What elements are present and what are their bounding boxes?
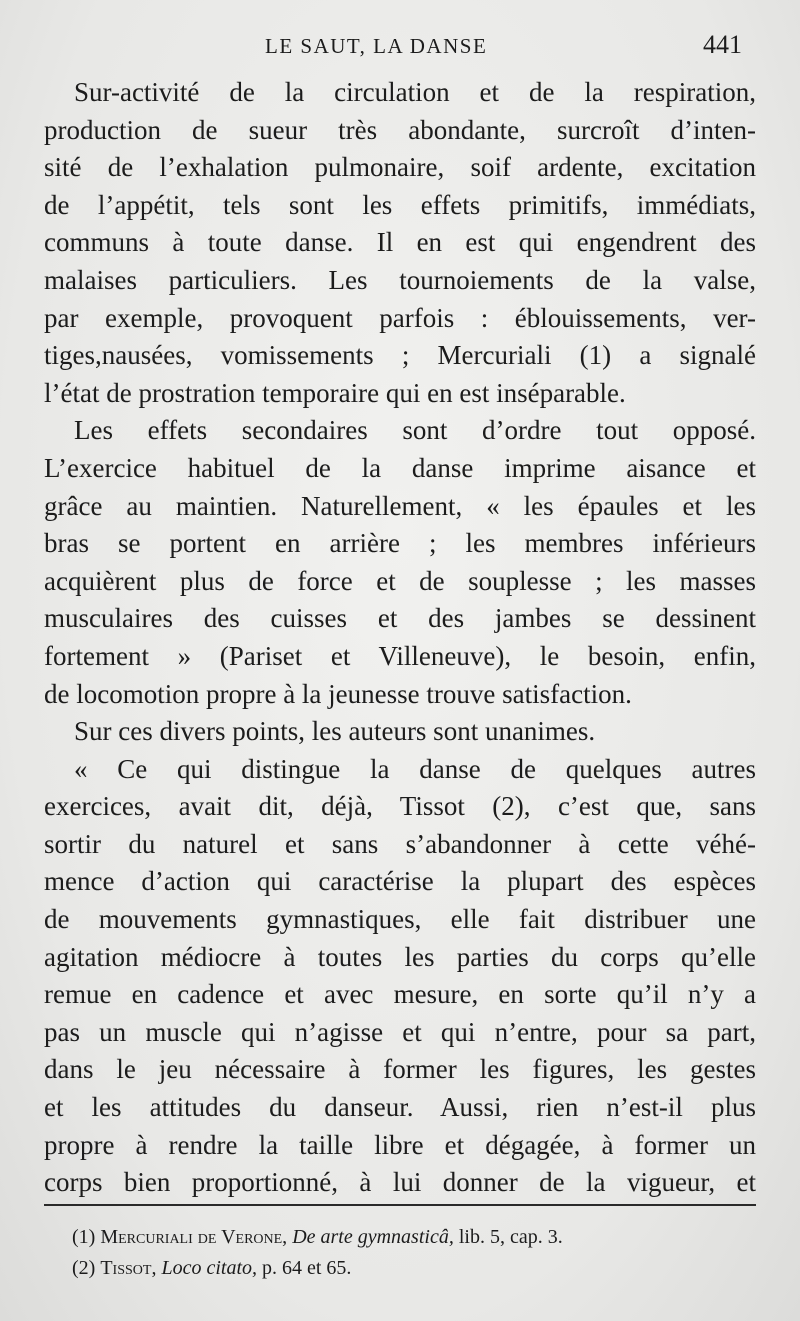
text-line: exercices, avait dit, déjà, Tissot (2), c’est que, sans <box>44 791 756 822</box>
footnote-reference: lib. 5, cap. 3. <box>458 1226 563 1248</box>
footnotes <box>72 1222 762 1284</box>
text-line: de mouvements gymnastiques, elle fait distribuer une <box>44 904 756 935</box>
text-line: par exemple, provoquent parfois : éblouissements, ver- <box>44 302 756 333</box>
footnote-work: De arte gymnasticâ, <box>292 1226 454 1248</box>
text-line: malaises particuliers. Les tournoiements de la valse, <box>44 264 756 295</box>
text-line: musculaires des cuisses et des jambes se dessinent <box>44 603 756 634</box>
text-line: tiges,nausées, vomissements ; Mercuriali (1) a signalé <box>44 340 756 371</box>
text-line: de locomotion propre à la jeunesse trouve satisfaction. <box>44 678 632 709</box>
footnote <box>72 1222 762 1253</box>
text-line: sité de l’exhalation pulmonaire, soif ardente, excitation <box>44 152 756 183</box>
text-line: l’état de prostration temporaire qui en est inséparable. <box>44 377 626 408</box>
text-line: bras se portent en arrière ; les membres inférieurs <box>44 528 756 559</box>
footnote-rule <box>44 1204 756 1206</box>
footnote-author: Tissot, <box>100 1257 157 1279</box>
text-line: propre à rendre la taille libre et dégagée, à former un <box>44 1129 756 1160</box>
text-line: et les attitudes du danseur. Aussi, rien n’est-il plus <box>44 1092 756 1123</box>
text-line: communs à toute danse. Il en est qui engendrent des <box>44 227 756 258</box>
footnote-reference: p. 64 et 65. <box>262 1257 352 1279</box>
text-line: L’exercice habituel de la danse imprime aisance et <box>44 452 756 483</box>
text-line: production de sueur très abondante, surcroît d’inten- <box>44 114 756 145</box>
text-line: « Ce qui distingue la danse de quelques autres <box>74 753 756 784</box>
footnote-marker: (2) <box>72 1257 96 1279</box>
text-line: mence d’action qui caractérise la plupart des espèces <box>44 866 756 897</box>
text-line: dans le jeu nécessaire à former les figures, les gestes <box>44 1054 756 1085</box>
text-line: Les effets secondaires sont d’ordre tout opposé. <box>74 415 756 446</box>
footnote-author: Mercuriali de Verone, <box>100 1226 288 1248</box>
text-line: sortir du naturel et sans s’abandonner à cette véhé- <box>44 828 756 859</box>
running-title: LE SAUT, LA DANSE <box>265 34 488 58</box>
text-line: Sur-activité de la circulation et de la respiration, <box>74 77 756 107</box>
text-line: acquièrent plus de force et de souplesse ; les masses <box>44 565 756 596</box>
body-text <box>44 74 756 1202</box>
page-header <box>0 28 800 68</box>
text-line: agitation médiocre à toutes les parties du corps qu’elle <box>44 941 756 972</box>
footnote-marker: (1) <box>72 1226 96 1248</box>
text-line: remue en cadence et avec mesure, en sorte qu’il n’y a <box>44 979 756 1010</box>
text-line: grâce au maintien. Naturellement, « les épaules et les <box>44 490 756 521</box>
footnote <box>72 1253 762 1284</box>
text-line: corps bien proportionné, à lui donner de la vigueur, et <box>44 1167 756 1198</box>
page-number: 441 <box>703 30 742 59</box>
text-line: de l’appétit, tels sont les effets primitifs, immédiats, <box>44 189 756 220</box>
footnote-work: Loco citato, <box>161 1257 257 1279</box>
text-line: fortement » (Pariset et Villeneuve), le besoin, enfin, <box>44 640 756 671</box>
text-line: Sur ces divers points, les auteurs sont unanimes. <box>74 716 596 747</box>
text-line: pas un muscle qui n’agisse et qui n’entre, pour sa part, <box>44 1016 756 1047</box>
